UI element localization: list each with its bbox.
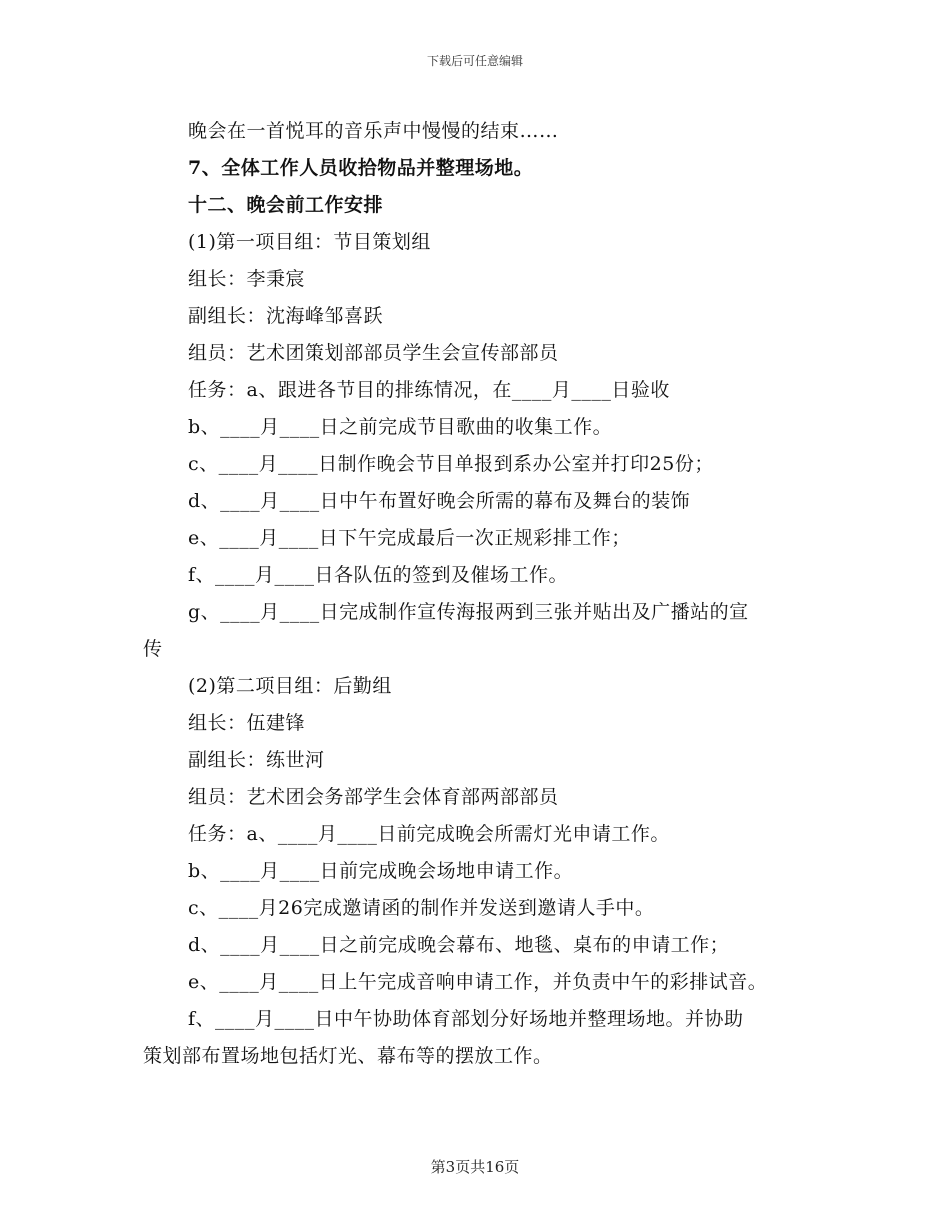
page-header: 下载后可任意编辑: [426, 54, 523, 68]
text-line: c、____月26完成邀请函的制作并发送到邀请人手中。: [188, 897, 655, 919]
text-line: 策划部布置场地包括灯光、幕布等的摆放工作。: [143, 1045, 553, 1067]
text-line: 组员：艺术团会务部学生会体育部两部部员: [188, 786, 559, 808]
text-line: e、____月____日上午完成音响申请工作，并负责中午的彩排试音。: [188, 971, 768, 993]
text-line: 7、全体工作人员收拾物品并整理场地。: [188, 157, 534, 179]
subsection-heading: (1)第一项目组：节目策划组: [188, 231, 431, 253]
text-line: 组长：李秉宸: [188, 268, 306, 290]
text-line: 组员：艺术团策划部部员学生会宣传部部员: [188, 342, 559, 364]
text-line: d、____月____日之前完成晚会幕布、地毯、桌布的申请工作；: [188, 934, 730, 956]
text-line: f、____月____日中午协助体育部划分好场地并整理场地。并协助: [188, 1008, 744, 1030]
text-line: 副组长：练世河: [188, 749, 325, 771]
page-footer: 第3页共16页: [430, 1158, 520, 1176]
text-line: b、____月____日之前完成节目歌曲的收集工作。: [188, 416, 613, 438]
section-heading: 十二、晚会前工作安排: [188, 194, 384, 216]
text-line: f、____月____日各队伍的签到及催场工作。: [188, 564, 569, 586]
subsection-heading: (2)第二项目组：后勤组: [188, 675, 392, 697]
text-line: 传: [143, 638, 163, 660]
text-line: e、____月____日下午完成最后一次正规彩排工作；: [188, 527, 631, 549]
text-line: c、____月____日制作晚会节目单报到系办公室并打印25份；: [188, 453, 714, 475]
text-line: b、____月____日前完成晚会场地申请工作。: [188, 860, 574, 882]
text-line: 副组长：沈海峰邹喜跃: [188, 305, 384, 327]
text-line: 组长：伍建锋: [188, 712, 306, 734]
text-line: 任务：a、____月____日前完成晚会所需灯光申请工作。: [188, 823, 670, 845]
text-line: g、____月____日完成制作宣传海报两到三张并贴出及广播站的宣: [188, 601, 749, 623]
text-line: 任务：a、跟进各节目的排练情况，在____月____日验收: [188, 379, 670, 401]
text-line: 晚会在一首悦耳的音乐声中慢慢的结束……: [188, 120, 559, 142]
text-line: d、____月____日中午布置好晚会所需的幕布及舞台的装饰: [188, 490, 691, 512]
